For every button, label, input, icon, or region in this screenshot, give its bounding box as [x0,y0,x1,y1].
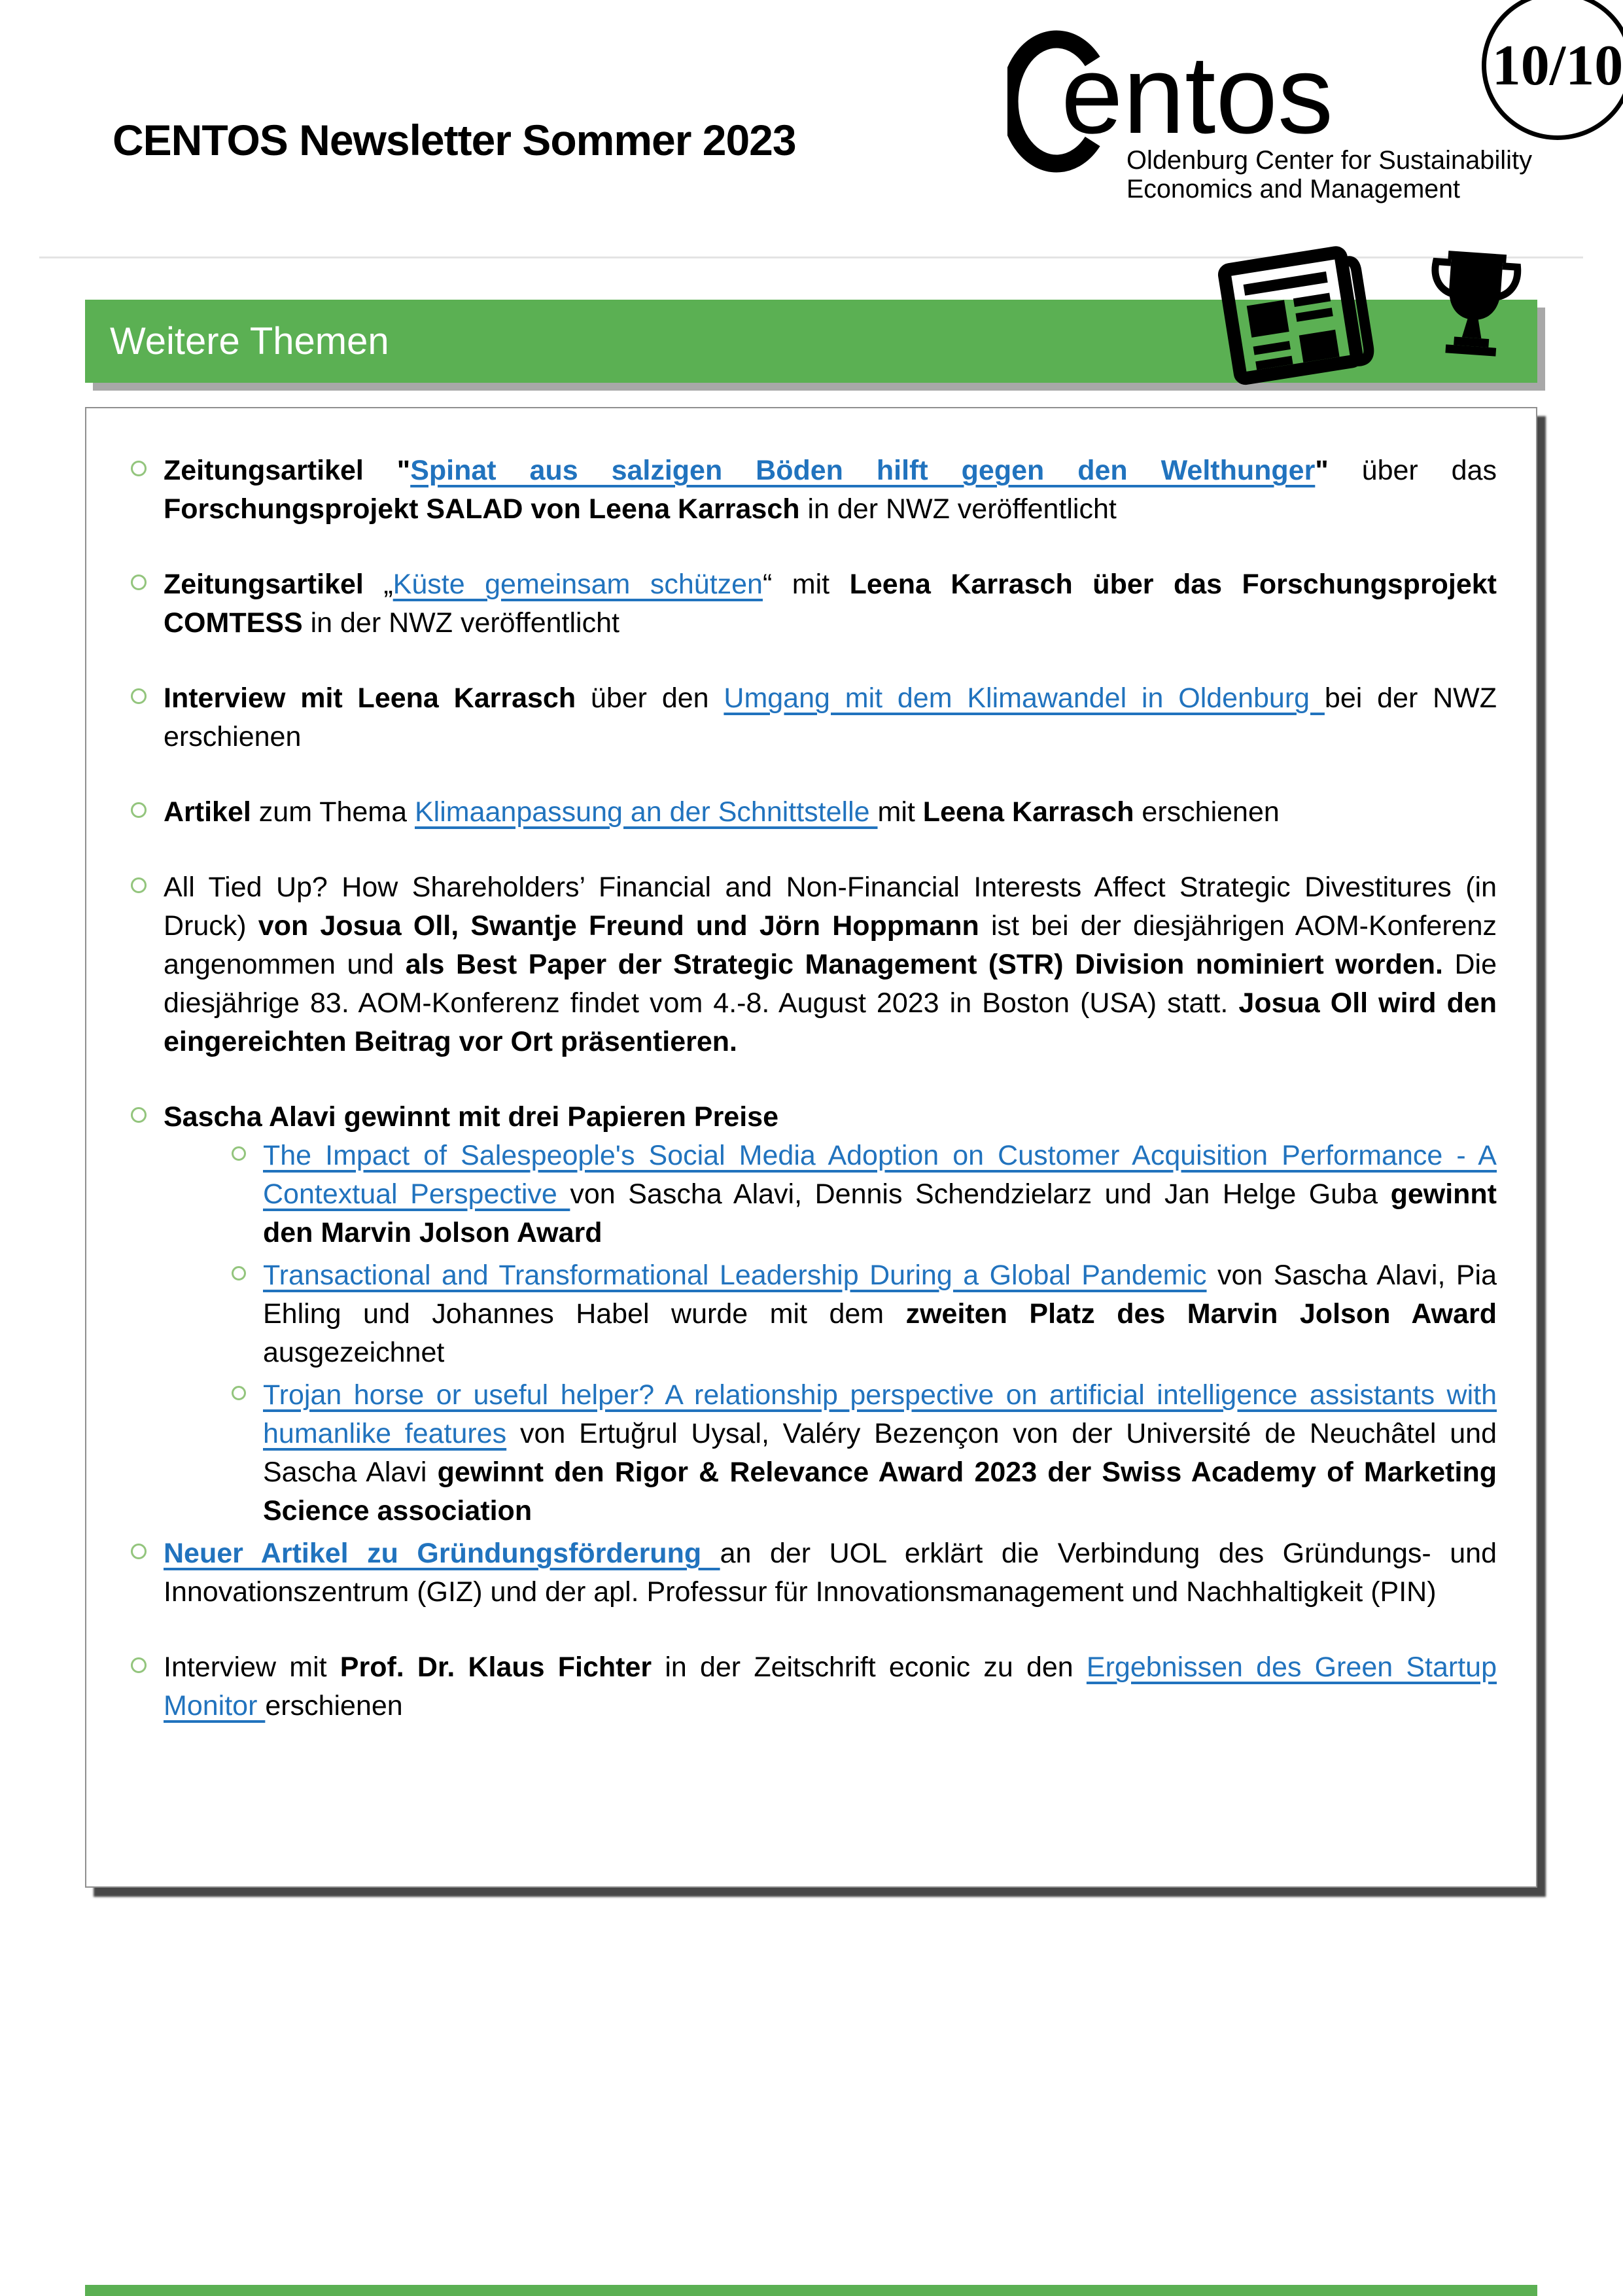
list-item [164,451,1497,529]
text-segment: Interview mit Leena Karrasch [164,682,576,714]
list-item-text [164,796,1280,828]
text-segment: Forschungsprojekt SALAD von Leena Karrasch [164,493,800,525]
text-segment: erschienen [265,1690,403,1722]
hyperlink[interactable]: Spinat aus salzigen Böden hilft gegen den Welthunger [410,455,1316,486]
text-segment: gewinnt den Rigor & Relevance Award 2023 der Swiss Academy of Marketing Science association [263,1457,1497,1527]
text-segment: Prof. Dr. Klaus Fichter [340,1651,652,1683]
text-segment: Zeitungsartikel [164,455,397,486]
text-segment: zum Thema [251,796,415,828]
circle-bullet-icon [131,574,147,590]
text-segment: als Best Paper der Strategic Management (STR) Division nominiert worden. [405,949,1443,980]
text-segment: von Sascha Alavi, Dennis Schendzielarz und Jan Helge Guba [570,1178,1391,1210]
list-item [164,1098,1497,1137]
text-segment: " [396,455,411,486]
text-segment: ist bei der diesjährigen AOM-Konferenz angenommen und [164,910,1497,980]
hyperlink[interactable]: Trojan horse or useful helper? A relationship perspective on artificial intelligence assistants with humanlike features [263,1379,1497,1449]
circle-bullet-icon [131,1657,147,1673]
text-segment: von Sascha Alavi, Pia Ehling und Johannes Habel wurde mit dem [263,1260,1497,1330]
section-title: Weitere Themen [110,320,389,362]
hyperlink[interactable]: Ergebnissen des Green Startup Monitor [164,1651,1497,1722]
text-segment: Sascha Alavi gewinnt mit drei Papieren Preise [164,1101,778,1133]
list-item [164,1648,1497,1725]
circle-bullet-icon [131,688,147,704]
list-item [263,1137,1497,1252]
list-item [164,679,1497,756]
text-segment: Zeitungsartikel [164,569,384,600]
text-segment: über den [576,682,724,714]
text-segment: Interview mit [164,1651,340,1683]
hyperlink[interactable]: Umgang mit dem Klimawandel in Oldenburg [724,682,1325,714]
text-segment: All Tied Up? How Shareholders’ Financial and Non-Financial Interests Affect Strategic Divestitures (in Druck) [164,872,1497,942]
list-item-text [164,872,1497,1057]
text-segment: ausgezeichnet [263,1337,445,1368]
text-segment: mit [877,796,923,828]
logo-subtitle-line2: Economics and Management [1126,175,1460,203]
text-segment: Die diesjährige 83. AOM-Konferenz findet vom 4.-8. August 2023 in Boston (USA) statt. [164,949,1497,1019]
footer-section-bar [85,2285,1537,2296]
list-item [263,1256,1497,1372]
topics-box [85,407,1537,1888]
list-item [164,565,1497,643]
text-segment: in der NWZ veröffentlicht [302,607,620,639]
text-segment: Josua Oll wird den eingereichten Beitrag vor Ort präsentieren. [164,987,1497,1057]
list-item-text [164,1651,1497,1722]
circle-bullet-icon [232,1146,246,1161]
text-segment: " [1315,455,1329,486]
list-item-text [263,1140,1497,1248]
circle-bullet-icon [131,1544,147,1559]
circle-bullet-icon [131,802,147,818]
text-segment: in der NWZ veröffentlicht [799,493,1117,525]
circle-bullet-icon [131,1107,147,1123]
circle-bullet-icon [232,1386,246,1400]
circle-bullet-icon [131,461,147,476]
list-item [164,868,1497,1061]
list-item-text [263,1379,1497,1527]
logo-subtitle-line1: Oldenburg Center for Sustainability [1126,146,1532,175]
hyperlink[interactable]: Transactional and Transformational Leadership During a Global Pandemic [263,1260,1207,1291]
list-item [164,1534,1497,1612]
text-segment: Leena Karrasch [922,796,1134,828]
page-title: CENTOS Newsletter Sommer 2023 [113,116,796,164]
text-segment: Leena Karrasch über das Forschungsprojekt COMTESS [164,569,1497,639]
text-segment: „ [383,569,393,600]
list-item [164,793,1497,832]
circle-bullet-icon [232,1266,246,1280]
text-segment: bei der NWZ erschienen [164,682,1497,752]
logo-wordmark: entos [1061,33,1329,157]
list-item-text [164,1101,778,1133]
text-segment: von Ertuğrul Uysal, Valéry Bezençon von der Université de Neuchâtel und Sascha Alavi [263,1418,1497,1488]
trophy-icon [1421,248,1526,364]
list-item-text [164,1538,1497,1608]
hyperlink[interactable]: The Impact of Salespeople's Social Media Adoption on Customer Acquisition Performance - A Contextual Perspective [263,1140,1497,1210]
list-item-text [164,569,1497,639]
list-item [263,1376,1497,1530]
list-item-text [263,1260,1497,1368]
text-segment: “ mit [762,569,850,600]
circle-bullet-icon [131,877,147,893]
hyperlink[interactable]: Neuer Artikel zu Gründungsförderung [164,1538,720,1569]
list-item-text [164,455,1497,525]
text-segment: von Josua Oll, Swantje Freund und Jörn Hoppmann [258,910,979,942]
text-segment: zweiten Platz des Marvin Jolson Award [905,1298,1497,1330]
text-segment: in der Zeitschrift econic zu den [652,1651,1087,1683]
text-segment: Artikel [164,796,251,828]
topics-list [86,451,1497,1725]
hyperlink[interactable]: Klimaanpassung an der Schnittstelle [414,796,878,828]
newspaper-icon [1207,225,1393,406]
text-segment: an der UOL erklärt die Verbindung des Gründungs- und Innovationszentrum (GIZ) und der apl. Professur für Innovationsmanagement und Nachhaltigkeit (PIN) [164,1538,1497,1608]
hyperlink[interactable]: Küste gemeinsam schützen [393,569,763,600]
list-item-text [164,682,1497,752]
text-segment: gewinnt den Marvin Jolson Award [263,1178,1497,1248]
page-number-badge: 10/10 [1482,0,1623,140]
text-segment: erschienen [1134,796,1280,828]
text-segment: über das [1328,455,1497,486]
